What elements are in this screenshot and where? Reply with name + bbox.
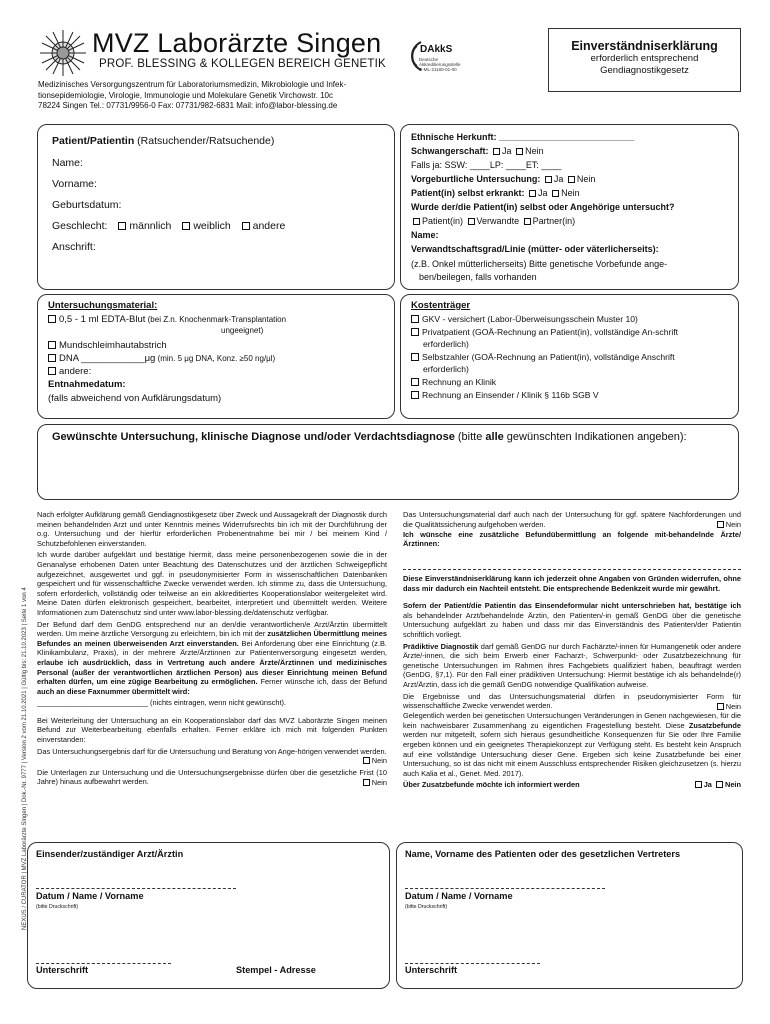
consent-text-right bbox=[403, 510, 741, 790]
pregnancy-details[interactable]: Falls ja: SSW: ____LP: ____ET: ____ bbox=[411, 160, 562, 170]
cost-heading: Kostenträger bbox=[411, 300, 471, 311]
patient-name-field[interactable]: Name: bbox=[52, 157, 83, 169]
address-line: tionsepidemiologie, Virologie, Immunologie und Molekulare Genetik Virchowstr. 10c bbox=[38, 90, 333, 100]
ethnic-section bbox=[400, 124, 739, 290]
consent-text-left bbox=[37, 510, 387, 788]
sample-date-note: (falls abweichend von Aufklärungsdatum) bbox=[48, 393, 222, 404]
checkbox-science-no[interactable]: Nein bbox=[715, 702, 741, 712]
patient-section bbox=[37, 124, 395, 290]
sender-section bbox=[27, 842, 390, 989]
consent-paragraph: Prädiktive Diagnostik darf gemäß GenDG nur durch Fachärzte/-innen für Humangenetik oder andere Ärzte/-innen, die sich beim Erwerb einer Facharzt-, Schwerpunkt- oder Zusatzbezeichnung für genetische Untersuchungen im Rahmen ihres Fachgebiets qualifiziert haben, beauftragt werden (GenDG, §7,1). Für den Fall einer prädiktiven Untersuchung: Hiermit bestätige ich als behandelnde(r) Arzt/Ärztin, dass ich die gemäß GenDG notwendige Qualifikation aufweise. bbox=[403, 641, 741, 689]
checkbox-female[interactable]: weiblich bbox=[182, 220, 230, 232]
material-edta[interactable]: 0,5 - 1 ml EDTA-Blut (bei Z.n. Knochenmark-Transplantation bbox=[48, 314, 286, 325]
lab-address bbox=[38, 80, 398, 112]
checkbox-male[interactable]: männlich bbox=[118, 220, 171, 232]
prenatal-row: Vorgeburtliche Untersuchung: Ja Nein bbox=[411, 174, 596, 184]
representative-signature-line[interactable] bbox=[405, 963, 540, 964]
exam-label: Gewünschte Untersuchung, klinische Diagnose und/oder Verdachtsdiagnose (bitte alle gewünschten Indikationen angeben): bbox=[52, 431, 687, 443]
sample-date-label: Entnahmedatum: bbox=[48, 379, 126, 390]
dakks-name: DAkkS bbox=[420, 44, 453, 55]
checkbox-prenatal-no[interactable] bbox=[568, 176, 575, 183]
sender-name-line[interactable] bbox=[36, 888, 236, 889]
sender-signature-line[interactable] bbox=[36, 963, 171, 964]
consent-paragraph: Ich wünsche eine zusätzliche Befundübermittlung an folgende mit-behandelnde Ärzte/Ärztinnen: bbox=[403, 529, 741, 549]
cost-option-gkv[interactable]: GKV - versichert (Labor-Überweisungsschein Muster 10) bbox=[411, 314, 638, 324]
address-line: Medizinisches Versorgungszentrum für Laboratoriumsmedizin, Mikrobiologie und Infek- bbox=[38, 80, 347, 89]
checkbox-relative[interactable] bbox=[468, 218, 475, 225]
patient-firstname-field[interactable]: Vorname: bbox=[52, 178, 97, 190]
relationship-label: Verwandtschaftsgrad/Linie (mütter- oder väterlicherseits): bbox=[411, 244, 659, 254]
consent-paragraph: Der Befund darf dem GenDG entsprechend nur an den/die verantwortlichen/e Arzt/Ärztin übermittelt werden. Um meine ärztliche Versorgung zu erleichtern, bin ich mit der zusätzlichen Übermittlung meines Befundes an meinen überweisenden Arzt einverstanden. Bei Anforderung über eine Einrichtung (z.B. Klinikambulanz, Praxis), in der mehrere Ärzte/Ärztinnen zur Patientenversorgung eingesetzt werden, erlaube ich ausdrücklich, dass in Vertretung auch andere Ärzte/Ärztinnen und medizinisches Personal (außer der verantwortlichen ärztlichen Person) aus dieser Einrichtung meinen Befund erhalten dürfen, um eine zügige Bearbeitung zu ermöglichen. Ferner wünsche ich, dass der Befund auch an diese Faxnummer übermittelt wird: bbox=[37, 619, 387, 696]
exam-section[interactable] bbox=[37, 424, 739, 500]
checkbox-storage-no[interactable]: Nein bbox=[715, 520, 741, 530]
material-section bbox=[37, 294, 395, 419]
relative-name-field[interactable]: Name: bbox=[411, 230, 439, 240]
sender-print-hint: (bitte Druckschrift) bbox=[36, 904, 79, 910]
examined-question: Wurde der/die Patient(in) selbst oder Angehörige untersucht? bbox=[411, 202, 675, 212]
sender-stamp-label: Stempel - Adresse bbox=[236, 965, 316, 975]
material-dna[interactable]: DNA ____________μg (min. 5 μg DNA, Konz. ≥50 ng/μl) bbox=[48, 353, 275, 364]
checkbox-ill-yes[interactable] bbox=[529, 190, 536, 197]
checkbox-ill-no[interactable] bbox=[552, 190, 559, 197]
dakks-sub-line: Akkreditierungsstelle bbox=[419, 62, 461, 68]
representative-signature-label: Unterschrift bbox=[405, 965, 458, 975]
checkbox-incidental-no[interactable] bbox=[716, 781, 723, 788]
consent-paragraph: Das Untersuchungsmaterial darf auch nach der Untersuchung für ggf. spätere Nachforderungen und die Qualitätssicherung aufgehoben werden. bbox=[403, 510, 741, 529]
additional-doctor-line[interactable] bbox=[403, 569, 741, 570]
sender-heading: Einsender/zuständiger Arzt/Ärztin bbox=[36, 849, 184, 859]
representative-section bbox=[396, 842, 743, 989]
document-footer-vertical: NEXUS / CURATOR | MVZ Laborärzte Singen | Dok.-Nr. 9777 | Version 2 vom 21.10.2021 | Gültig bis: 21.10.2023 | Seite 1 von 4 bbox=[22, 587, 28, 930]
patient-heading: Patient/Patientin (Ratsuchender/Ratsuchende) bbox=[52, 135, 275, 147]
checkbox-preg-no[interactable] bbox=[516, 148, 523, 155]
representative-datum-label: Datum / Name / Vorname bbox=[405, 891, 513, 901]
consent-paragraph: Sofern der Patient/die Patientin das Einsendeformular nicht unterschrieben hat, bestätige ich als behandelnder Arzt/behandelnde Ärztin, den Patienten/-in gemäß GenDG über die genetische Untersuchung aufgeklärt zu haben und dass mir das Einverständnis des Patienten/der Patientin schriftlich vorliegt. bbox=[403, 601, 741, 639]
lab-logo-icon bbox=[38, 28, 88, 83]
examined-options: Patient(in) Verwandte Partner(in) bbox=[411, 216, 575, 226]
cost-note: erforderlich) bbox=[423, 364, 469, 374]
representative-print-hint: (bitte Druckschrift) bbox=[405, 904, 448, 910]
ethnic-origin-field[interactable]: Ethnische Herkunft: ___________________________ bbox=[411, 132, 635, 142]
consent-paragraph: Nach erfolgter Aufklärung gemäß Gendiagnostikgesetz über Zweck und Aussagekraft der Diagnostik durch meinen behandelnden Arzt und unter Kenntnis meines Widerrufsrechts bin ich mit der Durchführung der o.g. Untersuchung und der hierfür erforderlichen Probenentnahme bei mir / bei meinem Kind / Schutzbefohlenen einverstanden. bbox=[37, 510, 387, 548]
checkbox-incidental-yes[interactable] bbox=[695, 781, 702, 788]
sender-datum-label: Datum / Name / Vorname bbox=[36, 891, 144, 901]
consent-paragraph: Diese Einverständniserklärung kann ich jederzeit ohne Angaben von Gründen widerrufen, ohne dass mir dadurch ein Nachteil entsteht. Die entsprechende Bedenkzeit wurde mir gewährt. bbox=[403, 573, 741, 593]
cost-option-self[interactable]: Selbstzahler (GOÄ-Rechnung an Patient(in), vollständige Anschrift bbox=[411, 352, 675, 362]
consent-paragraph: Die Ergebnisse und das Untersuchungsmaterial dürfen in pseudonymisierter Form für wissenschaftliche Zwecke verwendet werden. bbox=[403, 691, 741, 711]
consent-paragraph: Das Untersuchungsergebnis darf für die Untersuchung und Beratung von Ange-hörigen verwendet werden. Nein bbox=[37, 746, 387, 766]
lab-subtitle: PROF. BLESSING & KOLLEGEN BEREICH GENETIK bbox=[99, 58, 386, 70]
cost-option-private[interactable]: Privatpatient (GOÄ-Rechnung an Patient(in), vollständige An-schrift bbox=[411, 327, 678, 337]
ill-row: Patient(in) selbst erkrankt: Ja Nein bbox=[411, 188, 580, 198]
patient-birthdate-field[interactable]: Geburtsdatum: bbox=[52, 199, 122, 211]
consent-paragraph: Gelegentlich werden bei genetischen Untersuchungen Veränderungen in Genen nachgewiesen, für die kein nachweisbarer Zusammenhang zu eigentlichen Fragestellung besteht. Diese Zusatzbefunde werden nur mitgeteilt, sofern sich hieraus gesundheitliche Konsequenzen für Sie oder Ihre Familie ergeben können und ein geeignetes Therapiekonzept zur Verfügung steht. Es besteht kein Anspruch auf eine vollständige Untersuchung dieser Gene. Ergeben sich keine Zusatzbefunde bei einer Untersuchung, so ist das nicht mit einem Ausschluss entsprechender Risiken gleichzusetzen (s. hierzu auch Kalia et al., Genet. Med. 2017). bbox=[403, 711, 741, 778]
sex-label: Geschlecht: bbox=[52, 220, 108, 232]
consent-title-box bbox=[548, 28, 741, 92]
consent-title: Einverständniserklärung bbox=[571, 39, 718, 53]
consent-subtitle: erforderlich entsprechend bbox=[590, 53, 699, 64]
cost-note: erforderlich) bbox=[423, 339, 469, 349]
incidental-findings-row: Über Zusatzbefunde möchte ich informiert werden Ja Nein bbox=[403, 780, 741, 790]
lab-name: MVZ Laborärzte Singen bbox=[92, 28, 382, 58]
consent-subtitle-2: Gendiagnostikgesetz bbox=[600, 65, 689, 76]
representative-name-line[interactable] bbox=[405, 888, 605, 889]
dakks-sub bbox=[419, 57, 499, 73]
checkbox-patient[interactable] bbox=[413, 218, 420, 225]
material-swab[interactable]: Mundschleimhautabstrich bbox=[48, 340, 167, 351]
checkbox-preg-yes[interactable] bbox=[493, 148, 500, 155]
checkbox-retention-no[interactable]: Nein bbox=[361, 778, 387, 788]
material-other[interactable]: andere: bbox=[48, 366, 91, 377]
dakks-sub-line: Deutsche bbox=[419, 57, 439, 62]
consent-paragraph: Ich wurde darüber aufgeklärt und bestätige hiermit, dass meine personenbezogenen sowie die in der Genanalyse erhobenen Daten unter Beachtung des Datenschutzes und der ärztlichen Schweigepflicht aufgezeichnet, ausgewertet und ggf. in pseudonymisierter Form in wissenschaftlichen Datenbanken gespeichert und für wissenschaftliche Zwecke verwendet werden. Ich stimme zu, dass die Untersuchung, sofern erforderlich, vollständig oder teilweise an ein akkreditiertes Kooperationslabor weitergeleitet wird. Meine Daten dürfen elektronisch gespeichert, bearbeitet, interpretiert und übermittelt werden. Weitere Informationen zum Datenschutz sind unter www.labor-blessing.de/datenschutz verfügbar. bbox=[37, 550, 387, 617]
material-heading: Untersuchungsmaterial: bbox=[48, 300, 158, 311]
dakks-sub-line: D-ML-21160-01-00 bbox=[419, 67, 457, 73]
patient-sex-row bbox=[52, 220, 285, 232]
checkbox-relatives-no[interactable]: Nein bbox=[361, 756, 387, 766]
cost-section bbox=[400, 294, 739, 419]
address-line: 78224 Singen Tel.: 07731/9956-0 Fax: 07731/982-6831 Mail: info@labor-blessing.de bbox=[38, 101, 338, 110]
material-edta-note: ungeeignet) bbox=[221, 326, 264, 335]
relationship-hint-2: ben/beilegen, falls vorhanden bbox=[419, 272, 537, 282]
consent-paragraph: Die Unterlagen zur Untersuchung und die Untersuchungsergebnisse dürfen über die gesetzliche Frist (10 Jahre) hinaus aufbewahrt werden. bbox=[37, 767, 387, 787]
relationship-hint: (z.B. Onkel mütterlicherseits) Bitte genetische Vorbefunde ange- bbox=[411, 259, 668, 269]
pregnancy-row: Schwangerschaft: Ja Nein bbox=[411, 146, 544, 156]
cost-option-116b[interactable]: Rechnung an Einsender / Klinik § 116b SGB V bbox=[411, 390, 599, 400]
fax-field[interactable]: ___________________________ (nichts eintragen, wenn nicht gewünscht). bbox=[37, 698, 287, 708]
cost-option-clinic[interactable]: Rechnung an Klinik bbox=[411, 377, 496, 387]
patient-address-field[interactable]: Anschrift: bbox=[52, 241, 96, 253]
checkbox-partner[interactable] bbox=[524, 218, 531, 225]
consent-paragraph: Bei Weiterleitung der Untersuchung an ein Kooperationslabor darf das MVZ Laborärzte Singen meinen Befund zur Weiterbearbeitung ebenfalls erhalten. Ferner erkläre ich mich mit folgenden Punkten einverstanden: bbox=[37, 715, 387, 745]
sender-signature-label: Unterschrift bbox=[36, 965, 89, 975]
representative-heading: Name, Vorname des Patienten oder des gesetzlichen Vertreters bbox=[405, 849, 681, 859]
checkbox-other[interactable]: andere bbox=[242, 220, 286, 232]
checkbox-prenatal-yes[interactable] bbox=[545, 176, 552, 183]
